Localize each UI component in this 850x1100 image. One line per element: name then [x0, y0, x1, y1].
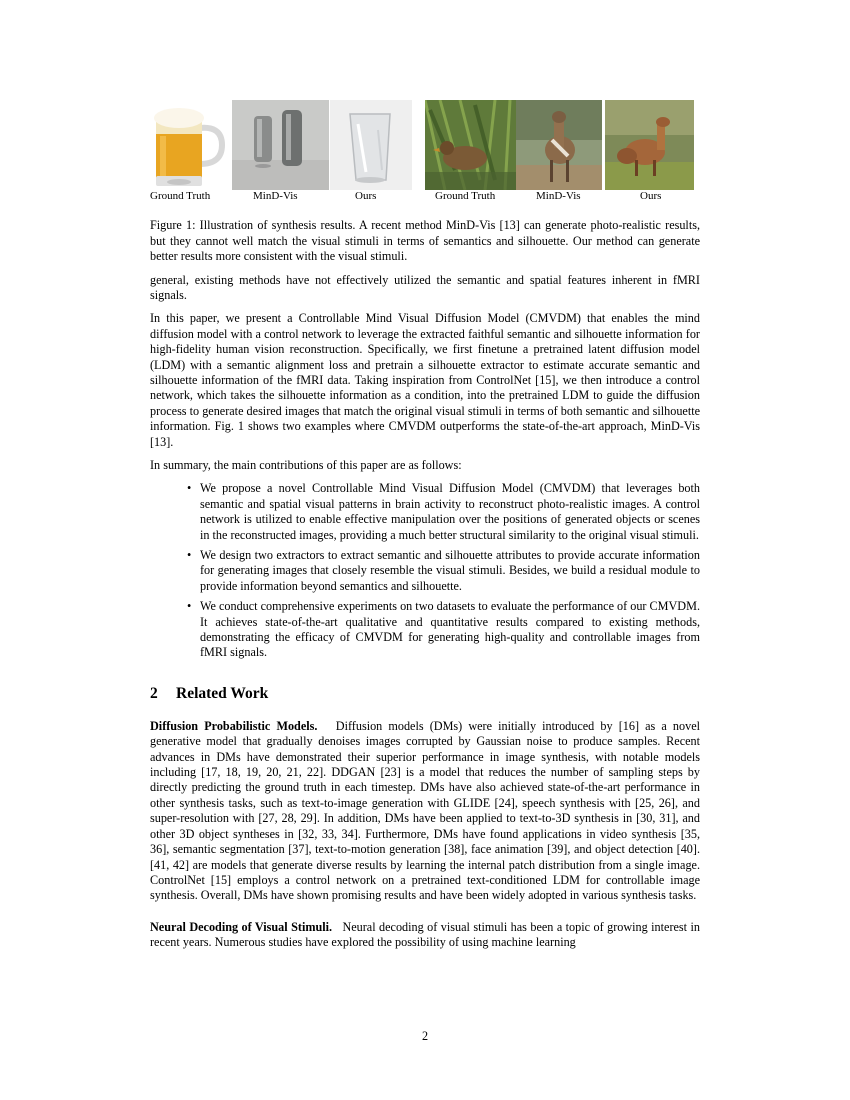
caption-ground-truth-1: Ground Truth: [150, 190, 211, 202]
subsection-title: Neural Decoding of Visual Stimuli.: [150, 919, 333, 934]
page-number: 2: [421, 1029, 429, 1043]
list-item-text: We propose a novel Controllable Mind Visual Diffusion Model (CMVDM) that leverages both semantic and spatial visual patterns in brain activity to reconstruct photo-realistic images. A control network is utilized to enable effective manipulation over the positions of generated objects or scenes in the reconstructed images, providing a much better structural similarity to the original visual stimuli.: [200, 481, 700, 542]
image-beer-ground-truth: [150, 100, 230, 190]
paragraph-summary: In summary, the main contributions of this paper are as follows:: [150, 457, 462, 472]
list-item: [187, 548, 700, 594]
subsection-text: Diffusion models (DMs) were initially introduced by [16] as a novel generative model that gradually denoises images corrupted by Gaussian noise to produce samples. Recent advances in DMs have demonstrated their superior performance in image synthesis, with notable models including [17, 18, 19, 20, 21, 22]. DDGAN [23] is a model that reduces the number of sampling steps by directly predicting the ground truth in each timestep. DMs have also achieved state-of-the-art performance in other synthesis tasks, such as text-to-image generation with GLIDE [24], speech synthesis with [25, 26], and super-resolution with [27, 28, 29]. In addition, DMs have been applied to text-to-3D synthesis in [30, 31], and other 3D object syntheses in [32, 33, 34]. Furthermore, DMs have found applications in video synthesis [35, 36], semantic segmentation [37], text-to-motion generation [38], face animation [39], and object detection [40]. [41, 42] are models that generate diverse results by learning the internal patch distribution from a single image. ControlNet [15] employs a control network on a pretrained text-conditioned LDM for controllable image synthesis. Overall, DMs have shown promising results and have been widely adopted in various synthesis tasks.: [150, 718, 700, 903]
image-glass-ours: [330, 100, 412, 190]
caption-mind-vis-2: MinD-Vis: [536, 190, 581, 202]
subsection-title: Diffusion Probabilistic Models.: [150, 718, 318, 733]
list-item: [187, 481, 700, 543]
list-item-text: We conduct comprehensive experiments on two datasets to evaluate the performance of our CMVDM. It achieves state-of-the-art qualitative and quantitative results compared to existing methods, demonstrating the efficacy of CMVDM for generating high-quality and controllable images from fMRI signals.: [200, 599, 700, 660]
subsection-diffusion: [150, 719, 700, 904]
list-item: [187, 599, 700, 661]
bullet-icon: •: [187, 548, 192, 562]
page-content: [150, 98, 700, 951]
section-title: Related Work: [176, 684, 269, 702]
caption-ours-2: Ours: [640, 190, 662, 202]
paragraph-intro: In this paper, we present a Controllable Mind Visual Diffusion Model (CMVDM) that enables the mind diffusion model with a control network to leverage the extracted faithful semantic and silhouette information for high-fidelity human vision reconstruction. Specifically, we first finetune a pretrained latent diffusion model (LDM) with a semantic alignment loss and pretrain a silhouette extractor to estimate accurate semantic and silhouette information of the fMRI data. Taking inspiration from ControlNet [15], we then introduce a control network, which takes the silhouette information as a condition, into the pretrained LDM to guide the diffusion process to generate desired images that match the original visual stimuli in terms of both semantic and silhouette information. Fig. 1 shows two examples where CMVDM outperforms the state-of-the-art approach, MinD-Vis [13].: [150, 311, 700, 449]
caption-ground-truth-2: Ground Truth: [435, 190, 496, 202]
image-llama-mind-vis: [516, 100, 602, 190]
subsection-neural-decoding: [150, 920, 700, 951]
list-item-text: We design two extractors to extract semantic and silhouette attributes to provide accurate information for generating images that closely resemble the visual stimuli. Besides, we build a residual module to provide information beyond semantics and silhouette.: [200, 548, 700, 593]
figure-caption: Figure 1: Illustration of synthesis results. A recent method MinD-Vis [13] can generate photo-realistic results, but they cannot well match the visual stimuli in terms of semantics and silhouette. Our method can generate better results more consistent with the visual stimuli.: [150, 218, 700, 263]
figure-1: [150, 98, 700, 206]
image-duck-ground-truth: [425, 100, 516, 190]
contributions-list: [150, 481, 700, 660]
paragraph-general: general, existing methods have not effectively utilized the semantic and spatial features inherent in fMRI signals.: [150, 272, 700, 302]
image-llama-ours: [605, 100, 694, 190]
section-number: 2: [150, 684, 158, 702]
subsection-text: Neural decoding of visual stimuli has been a topic of growing interest in recent years. Numerous studies have explored the possibility of using machine learning: [150, 919, 700, 950]
bullet-icon: •: [187, 481, 192, 496]
section-heading: [150, 685, 700, 703]
image-mugs-mind-vis: [232, 100, 329, 190]
caption-ours-1: Ours: [355, 190, 377, 202]
caption-mind-vis-1: MinD-Vis: [253, 190, 298, 202]
bullet-icon: •: [187, 599, 192, 614]
